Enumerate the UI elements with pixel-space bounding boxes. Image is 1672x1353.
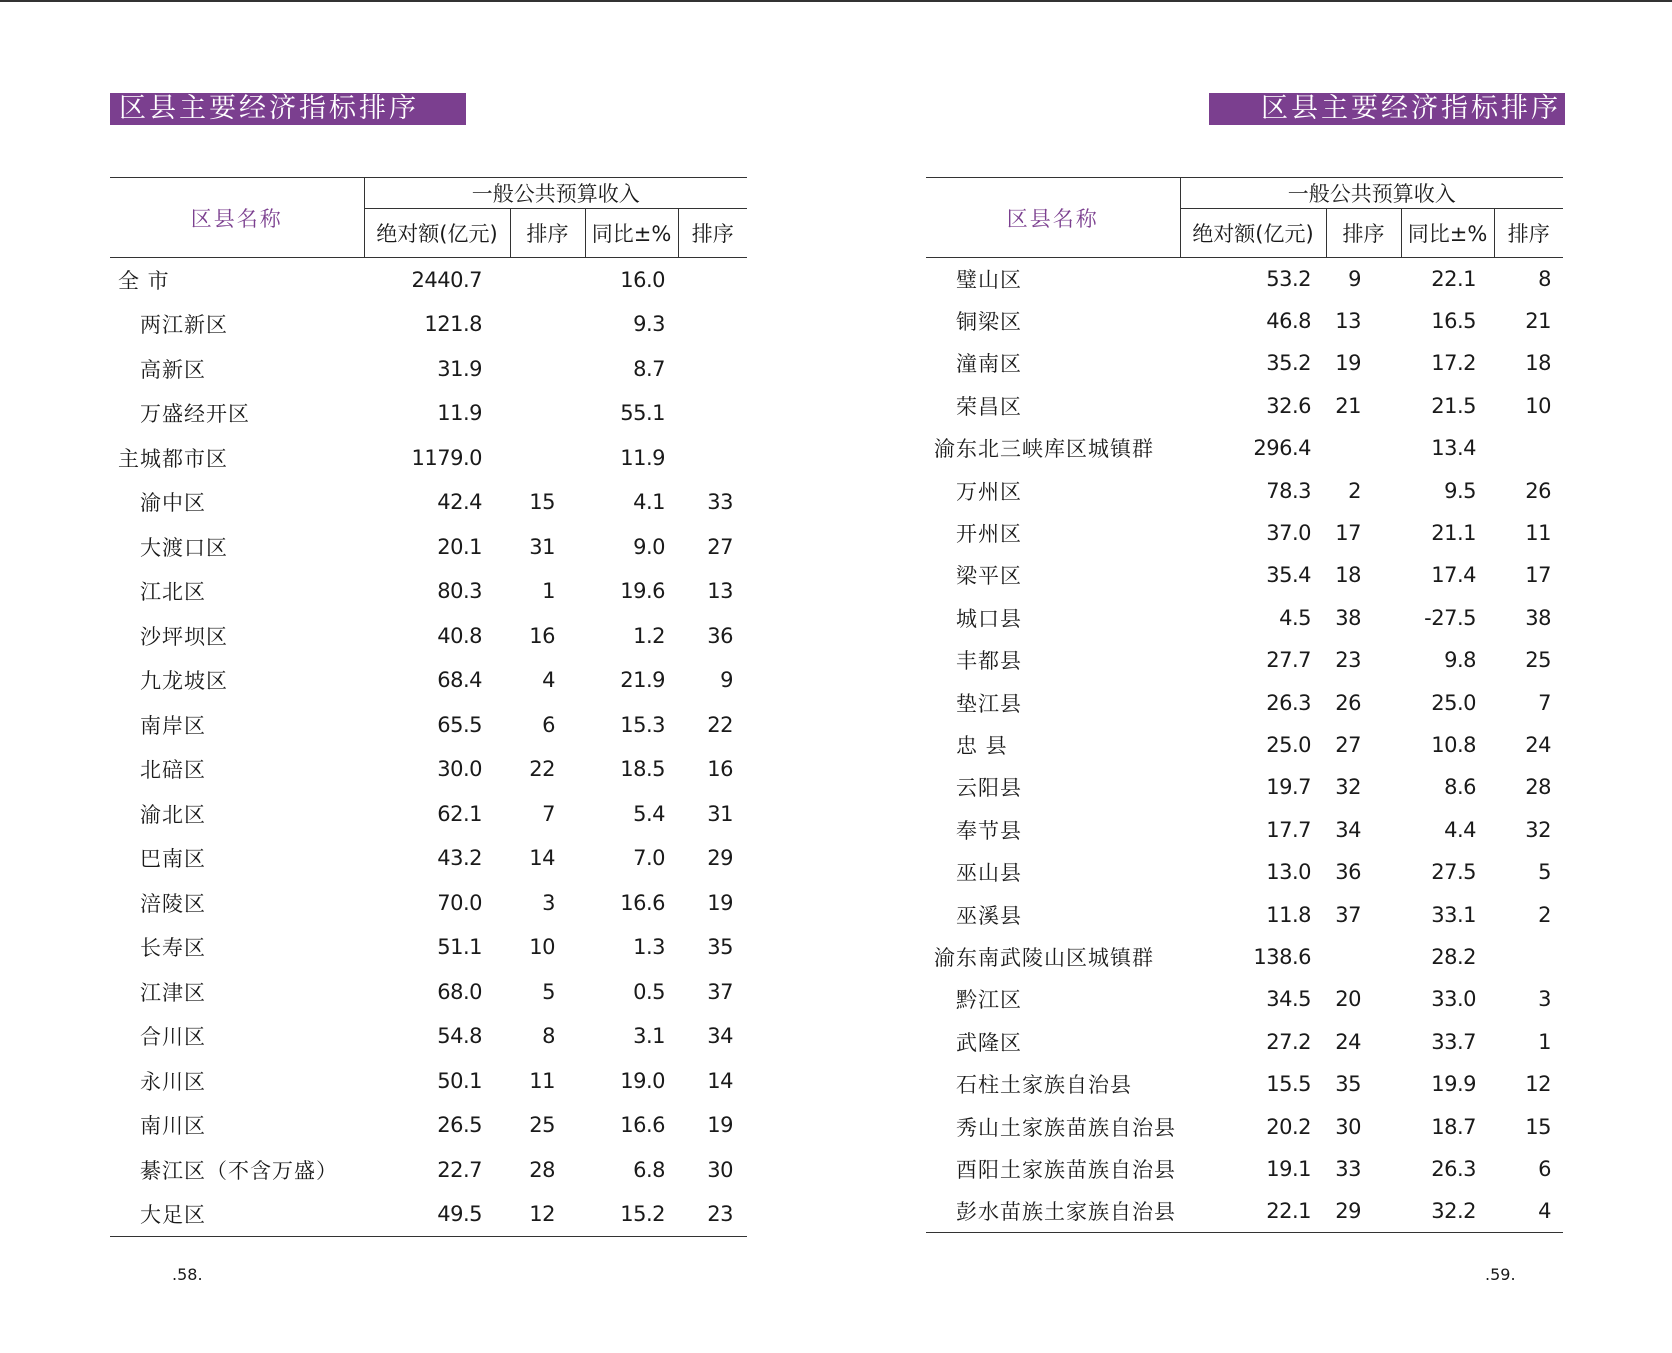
column-group-header: 一般公共预算收入 bbox=[1180, 178, 1563, 209]
district-name-cell: 北碚区 bbox=[140, 758, 206, 783]
yoy-change-cell: 15.3 bbox=[620, 712, 665, 737]
yoy-change-cell: 33.1 bbox=[1431, 902, 1476, 927]
yoy-rank-cell: 23 bbox=[678, 1192, 747, 1237]
rank-cell: 18 bbox=[1335, 563, 1361, 588]
table-row bbox=[110, 1103, 747, 1148]
yoy-rank-cell: 11 bbox=[1525, 521, 1551, 546]
absolute-value-cell: 68.4 bbox=[437, 668, 482, 693]
rank-cell: 3 bbox=[542, 890, 555, 915]
table-row bbox=[926, 597, 1563, 639]
column-header-name: 区县名称 bbox=[926, 178, 1180, 258]
rank-cell bbox=[1326, 427, 1401, 469]
yoy-rank-cell: 19 bbox=[707, 890, 733, 915]
yoy-rank-cell: 14 bbox=[707, 1068, 733, 1093]
district-name-cell: 主城都市区 bbox=[118, 446, 228, 471]
district-name-cell: 万州区 bbox=[956, 479, 1022, 504]
district-name-cell: 大渡口区 bbox=[140, 535, 228, 560]
absolute-value-cell: 46.8 bbox=[1266, 309, 1311, 334]
absolute-value-cell: 13.0 bbox=[1266, 860, 1311, 885]
yoy-rank-cell: 31 bbox=[707, 801, 733, 826]
district-name-cell: 忠 县 bbox=[956, 733, 1008, 758]
yoy-rank-cell: 7 bbox=[1538, 690, 1551, 715]
table-row bbox=[110, 436, 747, 481]
rank-cell: 9 bbox=[1348, 266, 1361, 291]
yoy-rank-cell bbox=[678, 258, 747, 303]
rank-cell: 4 bbox=[542, 668, 555, 693]
absolute-value-cell: 19.1 bbox=[1266, 1156, 1311, 1181]
district-name-cell: 沙坪坝区 bbox=[140, 624, 228, 649]
yoy-rank-cell: 4 bbox=[1494, 1190, 1563, 1232]
absolute-value-cell: 35.4 bbox=[1266, 563, 1311, 588]
rank-cell bbox=[1326, 936, 1401, 978]
district-name-cell: 荣昌区 bbox=[956, 394, 1022, 419]
district-name-cell: 垫江县 bbox=[956, 691, 1022, 716]
yoy-rank-cell bbox=[1494, 427, 1563, 469]
table-row bbox=[110, 970, 747, 1015]
absolute-value-cell: 296.4 bbox=[1253, 436, 1311, 461]
absolute-value-cell: 25.0 bbox=[1266, 732, 1311, 757]
rank-cell: 29 bbox=[1326, 1190, 1401, 1232]
page-number: .59. bbox=[1485, 1265, 1516, 1284]
table-body bbox=[110, 258, 747, 1237]
rank-cell: 17 bbox=[1335, 521, 1361, 546]
absolute-value-cell: 54.8 bbox=[437, 1024, 482, 1049]
district-name-cell: 武隆区 bbox=[956, 1030, 1022, 1055]
absolute-value-cell: 22.1 bbox=[1180, 1190, 1326, 1232]
rank-cell bbox=[510, 302, 585, 347]
district-name-cell: 彭水苗族土家族自治县 bbox=[926, 1190, 1180, 1232]
yoy-change-cell: 16.5 bbox=[1431, 309, 1476, 334]
rank-cell: 6 bbox=[542, 712, 555, 737]
yoy-rank-cell: 25 bbox=[1525, 648, 1551, 673]
absolute-value-cell: 32.6 bbox=[1266, 393, 1311, 418]
district-name-cell: 潼南区 bbox=[956, 352, 1022, 377]
table-row bbox=[110, 302, 747, 347]
absolute-value-cell: 4.5 bbox=[1279, 605, 1311, 630]
rank-cell: 13 bbox=[1335, 309, 1361, 334]
yoy-change-cell: 32.2 bbox=[1401, 1190, 1494, 1232]
yoy-change-cell: 11.9 bbox=[620, 445, 665, 470]
table-row bbox=[926, 258, 1563, 300]
district-name-cell: 全 市 bbox=[118, 269, 170, 293]
column-header-absolute: 绝对额(亿元) bbox=[1180, 209, 1326, 258]
rank-cell: 11 bbox=[529, 1068, 555, 1093]
rank-cell: 31 bbox=[529, 534, 555, 559]
rank-cell: 5 bbox=[542, 979, 555, 1004]
yoy-rank-cell: 16 bbox=[707, 757, 733, 782]
rank-cell: 35 bbox=[1335, 1072, 1361, 1097]
rank-cell: 20 bbox=[1335, 987, 1361, 1012]
left-page bbox=[110, 0, 750, 1353]
table-row bbox=[926, 469, 1563, 511]
rank-cell: 14 bbox=[529, 846, 555, 871]
absolute-value-cell: 53.2 bbox=[1266, 266, 1311, 291]
rank-cell: 37 bbox=[1335, 902, 1361, 927]
yoy-rank-cell: 8 bbox=[1538, 266, 1551, 291]
district-name-cell: 巫山县 bbox=[956, 861, 1022, 886]
district-name-cell: 云阳县 bbox=[956, 776, 1022, 801]
absolute-value-cell: 20.2 bbox=[1266, 1114, 1311, 1139]
yoy-change-cell: 13.4 bbox=[1431, 436, 1476, 461]
yoy-rank-cell: 15 bbox=[1525, 1114, 1551, 1139]
district-name-cell: 江北区 bbox=[140, 580, 206, 605]
table-row bbox=[110, 658, 747, 703]
absolute-value-cell: 15.5 bbox=[1266, 1072, 1311, 1097]
yoy-change-cell: 9.5 bbox=[1444, 478, 1476, 503]
table-row bbox=[926, 893, 1563, 935]
district-name-cell: 南岸区 bbox=[140, 713, 206, 738]
yoy-change-cell: 9.0 bbox=[633, 534, 665, 559]
table-row bbox=[110, 347, 747, 392]
rank-cell: 12 bbox=[510, 1192, 585, 1237]
absolute-value-cell: 37.0 bbox=[1266, 521, 1311, 546]
column-header-name: 区县名称 bbox=[110, 178, 364, 258]
yoy-change-cell: 55.1 bbox=[620, 401, 665, 426]
column-header-absolute: 绝对额(亿元) bbox=[364, 209, 510, 258]
yoy-change-cell: 10.8 bbox=[1431, 732, 1476, 757]
yoy-rank-cell: 3 bbox=[1538, 987, 1551, 1012]
absolute-value-cell: 51.1 bbox=[437, 935, 482, 960]
yoy-rank-cell: 30 bbox=[707, 1157, 733, 1182]
table-row bbox=[926, 936, 1563, 978]
rank-cell: 26 bbox=[1335, 690, 1361, 715]
yoy-change-cell: 1.3 bbox=[633, 935, 665, 960]
absolute-value-cell: 31.9 bbox=[437, 356, 482, 381]
rank-cell bbox=[510, 391, 585, 436]
absolute-value-cell: 121.8 bbox=[424, 312, 482, 337]
table-row bbox=[926, 1021, 1563, 1063]
rank-cell: 8 bbox=[542, 1024, 555, 1049]
absolute-value-cell: 42.4 bbox=[437, 490, 482, 515]
yoy-change-cell: 16.0 bbox=[620, 268, 665, 292]
yoy-change-cell: 33.0 bbox=[1431, 987, 1476, 1012]
yoy-rank-cell bbox=[678, 391, 747, 436]
section-title-banner: 区县主要经济指标排序 bbox=[110, 93, 466, 125]
yoy-rank-cell: 37 bbox=[707, 979, 733, 1004]
yoy-change-cell: 17.4 bbox=[1431, 563, 1476, 588]
ranking-table bbox=[110, 177, 747, 1237]
yoy-change-cell: 25.0 bbox=[1431, 690, 1476, 715]
yoy-rank-cell bbox=[678, 302, 747, 347]
district-name-cell: 奉节县 bbox=[956, 818, 1022, 843]
yoy-change-cell: 26.3 bbox=[1431, 1156, 1476, 1181]
rank-cell: 10 bbox=[529, 935, 555, 960]
yoy-change-cell: 18.7 bbox=[1431, 1114, 1476, 1139]
rank-cell bbox=[510, 258, 585, 303]
rank-cell: 19 bbox=[1335, 351, 1361, 376]
yoy-change-cell: 17.2 bbox=[1431, 351, 1476, 376]
yoy-rank-cell: 13 bbox=[707, 579, 733, 604]
absolute-value-cell: 22.7 bbox=[437, 1157, 482, 1182]
table-row bbox=[110, 747, 747, 792]
yoy-change-cell: 19.6 bbox=[620, 579, 665, 604]
yoy-change-cell: 4.4 bbox=[1444, 817, 1476, 842]
rank-cell: 16 bbox=[529, 623, 555, 648]
district-name-cell: 涪陵区 bbox=[140, 891, 206, 916]
yoy-change-cell: 9.8 bbox=[1444, 648, 1476, 673]
table-row bbox=[926, 851, 1563, 893]
district-name-cell: 巴南区 bbox=[140, 847, 206, 872]
rank-cell: 28 bbox=[529, 1157, 555, 1182]
yoy-change-cell: 16.6 bbox=[620, 1113, 665, 1138]
district-name-cell: 大足区 bbox=[110, 1192, 364, 1237]
yoy-rank-cell: 32 bbox=[1525, 817, 1551, 842]
district-name-cell: 江津区 bbox=[140, 980, 206, 1005]
column-header-yoy-rank: 排序 bbox=[678, 209, 747, 258]
yoy-change-cell: 15.2 bbox=[585, 1192, 678, 1237]
table-row bbox=[110, 925, 747, 970]
yoy-change-cell: 8.7 bbox=[633, 356, 665, 381]
absolute-value-cell: 62.1 bbox=[437, 801, 482, 826]
district-name-cell: 渝东北三峡库区城镇群 bbox=[934, 437, 1154, 462]
yoy-rank-cell: 19 bbox=[707, 1113, 733, 1138]
absolute-value-cell: 138.6 bbox=[1253, 944, 1311, 969]
yoy-rank-cell: 6 bbox=[1538, 1156, 1551, 1181]
table-row bbox=[926, 1190, 1563, 1232]
rank-cell: 32 bbox=[1335, 775, 1361, 800]
right-page bbox=[926, 0, 1566, 1353]
yoy-change-cell: 28.2 bbox=[1431, 944, 1476, 969]
yoy-change-cell: 5.4 bbox=[633, 801, 665, 826]
yoy-change-cell: 19.9 bbox=[1431, 1072, 1476, 1097]
yoy-rank-cell: 21 bbox=[1525, 309, 1551, 334]
yoy-change-cell: 19.0 bbox=[620, 1068, 665, 1093]
district-name-cell: 开州区 bbox=[956, 522, 1022, 547]
table-row bbox=[110, 703, 747, 748]
yoy-rank-cell: 36 bbox=[707, 623, 733, 648]
table-row bbox=[110, 836, 747, 881]
absolute-value-cell: 70.0 bbox=[437, 890, 482, 915]
absolute-value-cell: 27.2 bbox=[1266, 1029, 1311, 1054]
absolute-value-cell: 35.2 bbox=[1266, 351, 1311, 376]
yoy-change-cell: 18.5 bbox=[620, 757, 665, 782]
table-row bbox=[110, 525, 747, 570]
district-name-cell: 黔江区 bbox=[956, 988, 1022, 1013]
yoy-rank-cell: 10 bbox=[1525, 393, 1551, 418]
district-name-cell: 酉阳土家族苗族自治县 bbox=[956, 1157, 1176, 1182]
yoy-rank-cell: 9 bbox=[720, 668, 733, 693]
yoy-rank-cell: 1 bbox=[1538, 1029, 1551, 1054]
rank-cell: 36 bbox=[1335, 860, 1361, 885]
absolute-value-cell: 26.3 bbox=[1266, 690, 1311, 715]
rank-cell: 27 bbox=[1335, 732, 1361, 757]
rank-cell: 15 bbox=[529, 490, 555, 515]
absolute-value-cell: 68.0 bbox=[437, 979, 482, 1004]
district-name-cell: 渝东南武陵山区城镇群 bbox=[934, 945, 1154, 970]
section-title-banner: 区县主要经济指标排序 bbox=[1209, 93, 1565, 125]
yoy-rank-cell: 29 bbox=[707, 846, 733, 871]
absolute-value-cell: 11.9 bbox=[437, 401, 482, 426]
yoy-change-cell: 3.1 bbox=[633, 1024, 665, 1049]
rank-cell: 23 bbox=[1335, 648, 1361, 673]
table-row bbox=[926, 427, 1563, 469]
rank-cell: 24 bbox=[1335, 1029, 1361, 1054]
table-row bbox=[926, 766, 1563, 808]
district-name-cell: 两江新区 bbox=[140, 313, 228, 338]
table-row bbox=[110, 1192, 747, 1237]
absolute-value-cell: 43.2 bbox=[437, 846, 482, 871]
table-row bbox=[926, 809, 1563, 851]
rank-cell: 2 bbox=[1348, 478, 1361, 503]
yoy-rank-cell bbox=[1494, 936, 1563, 978]
yoy-rank-cell: 17 bbox=[1525, 563, 1551, 588]
table-row bbox=[926, 978, 1563, 1020]
table-row bbox=[110, 258, 747, 303]
rank-cell: 33 bbox=[1335, 1156, 1361, 1181]
yoy-change-cell: 6.8 bbox=[633, 1157, 665, 1182]
district-name-cell: 渝北区 bbox=[140, 802, 206, 827]
rank-cell: 7 bbox=[542, 801, 555, 826]
yoy-change-cell: 21.5 bbox=[1431, 393, 1476, 418]
district-name-cell: 渝中区 bbox=[140, 491, 206, 516]
district-name-cell: 巫溪县 bbox=[956, 903, 1022, 928]
rank-cell: 38 bbox=[1335, 605, 1361, 630]
table-row bbox=[110, 1059, 747, 1104]
rank-cell bbox=[510, 436, 585, 481]
column-header-rank: 排序 bbox=[510, 209, 585, 258]
district-name-cell: 万盛经开区 bbox=[140, 402, 250, 427]
district-name-cell: 秀山土家族苗族自治县 bbox=[956, 1115, 1176, 1140]
absolute-value-cell: 20.1 bbox=[437, 534, 482, 559]
district-name-cell: 永川区 bbox=[140, 1069, 206, 1094]
table-row bbox=[110, 391, 747, 436]
table-row bbox=[110, 1148, 747, 1193]
absolute-value-cell: 1179.0 bbox=[411, 445, 482, 470]
yoy-change-cell: 27.5 bbox=[1431, 860, 1476, 885]
table-row bbox=[110, 881, 747, 926]
column-header-rank: 排序 bbox=[1326, 209, 1401, 258]
yoy-change-cell: 21.1 bbox=[1431, 521, 1476, 546]
ranking-table bbox=[926, 177, 1563, 1233]
column-header-yoy: 同比±% bbox=[585, 209, 678, 258]
absolute-value-cell: 11.8 bbox=[1266, 902, 1311, 927]
yoy-change-cell: -27.5 bbox=[1424, 605, 1476, 630]
district-name-cell: 城口县 bbox=[956, 606, 1022, 631]
table-row bbox=[926, 1148, 1563, 1190]
yoy-rank-cell: 28 bbox=[1525, 775, 1551, 800]
rank-cell: 25 bbox=[529, 1113, 555, 1138]
absolute-value-cell: 40.8 bbox=[437, 623, 482, 648]
absolute-value-cell: 49.5 bbox=[364, 1192, 510, 1237]
rank-cell: 1 bbox=[542, 579, 555, 604]
yoy-change-cell: 22.1 bbox=[1431, 266, 1476, 291]
yoy-change-cell: 8.6 bbox=[1444, 775, 1476, 800]
page-number: .58. bbox=[172, 1265, 203, 1284]
district-name-cell: 石柱土家族自治县 bbox=[956, 1073, 1132, 1098]
table-row bbox=[926, 554, 1563, 596]
district-name-cell: 铜梁区 bbox=[956, 310, 1022, 335]
yoy-rank-cell bbox=[678, 347, 747, 392]
absolute-value-cell: 17.7 bbox=[1266, 817, 1311, 842]
yoy-rank-cell: 22 bbox=[707, 712, 733, 737]
absolute-value-cell: 34.5 bbox=[1266, 987, 1311, 1012]
district-name-cell: 合川区 bbox=[140, 1025, 206, 1050]
absolute-value-cell: 27.7 bbox=[1266, 648, 1311, 673]
column-header-yoy: 同比±% bbox=[1401, 209, 1494, 258]
table-row bbox=[926, 1105, 1563, 1147]
rank-cell: 34 bbox=[1335, 817, 1361, 842]
column-header-yoy-rank: 排序 bbox=[1494, 209, 1563, 258]
yoy-rank-cell: 2 bbox=[1538, 902, 1551, 927]
rank-cell: 21 bbox=[1335, 393, 1361, 418]
table-row bbox=[110, 792, 747, 837]
district-name-cell: 南川区 bbox=[140, 1114, 206, 1139]
absolute-value-cell: 30.0 bbox=[437, 757, 482, 782]
district-name-cell: 九龙坡区 bbox=[140, 669, 228, 694]
yoy-rank-cell: 24 bbox=[1525, 732, 1551, 757]
table-row bbox=[110, 1014, 747, 1059]
yoy-rank-cell: 34 bbox=[707, 1024, 733, 1049]
absolute-value-cell: 78.3 bbox=[1266, 478, 1311, 503]
table-row bbox=[926, 342, 1563, 384]
rank-cell: 22 bbox=[529, 757, 555, 782]
table-row bbox=[926, 724, 1563, 766]
table-body bbox=[926, 258, 1563, 1233]
absolute-value-cell: 26.5 bbox=[437, 1113, 482, 1138]
yoy-rank-cell: 35 bbox=[707, 935, 733, 960]
yoy-change-cell: 1.2 bbox=[633, 623, 665, 648]
yoy-rank-cell bbox=[678, 436, 747, 481]
yoy-change-cell: 21.9 bbox=[620, 668, 665, 693]
yoy-change-cell: 16.6 bbox=[620, 890, 665, 915]
absolute-value-cell: 19.7 bbox=[1266, 775, 1311, 800]
table-row bbox=[926, 512, 1563, 554]
yoy-change-cell: 9.3 bbox=[633, 312, 665, 337]
yoy-change-cell: 4.1 bbox=[633, 490, 665, 515]
rank-cell: 30 bbox=[1335, 1114, 1361, 1139]
district-name-cell: 高新区 bbox=[140, 357, 206, 382]
district-name-cell: 梁平区 bbox=[956, 564, 1022, 589]
absolute-value-cell: 2440.7 bbox=[411, 268, 482, 292]
column-group-header: 一般公共预算收入 bbox=[364, 178, 747, 209]
table-row bbox=[926, 681, 1563, 723]
district-name-cell: 丰都县 bbox=[956, 649, 1022, 674]
table-row bbox=[926, 300, 1563, 342]
rank-cell bbox=[510, 347, 585, 392]
table-row bbox=[926, 639, 1563, 681]
table-row bbox=[110, 480, 747, 525]
yoy-change-cell: 7.0 bbox=[633, 846, 665, 871]
yoy-rank-cell: 12 bbox=[1525, 1072, 1551, 1097]
yoy-rank-cell: 5 bbox=[1538, 860, 1551, 885]
table-row bbox=[110, 614, 747, 659]
yoy-rank-cell: 26 bbox=[1525, 478, 1551, 503]
yoy-rank-cell: 27 bbox=[707, 534, 733, 559]
table-row bbox=[926, 385, 1563, 427]
yoy-rank-cell: 18 bbox=[1525, 351, 1551, 376]
district-name-cell: 綦江区（不含万盛） bbox=[140, 1158, 338, 1183]
yoy-rank-cell: 38 bbox=[1525, 605, 1551, 630]
yoy-change-cell: 33.7 bbox=[1431, 1029, 1476, 1054]
district-name-cell: 长寿区 bbox=[140, 936, 206, 961]
table-row bbox=[110, 569, 747, 614]
table-row bbox=[926, 1063, 1563, 1105]
absolute-value-cell: 80.3 bbox=[437, 579, 482, 604]
yoy-rank-cell: 33 bbox=[707, 490, 733, 515]
absolute-value-cell: 65.5 bbox=[437, 712, 482, 737]
absolute-value-cell: 50.1 bbox=[437, 1068, 482, 1093]
yoy-change-cell: 0.5 bbox=[633, 979, 665, 1004]
district-name-cell: 璧山区 bbox=[956, 267, 1022, 292]
